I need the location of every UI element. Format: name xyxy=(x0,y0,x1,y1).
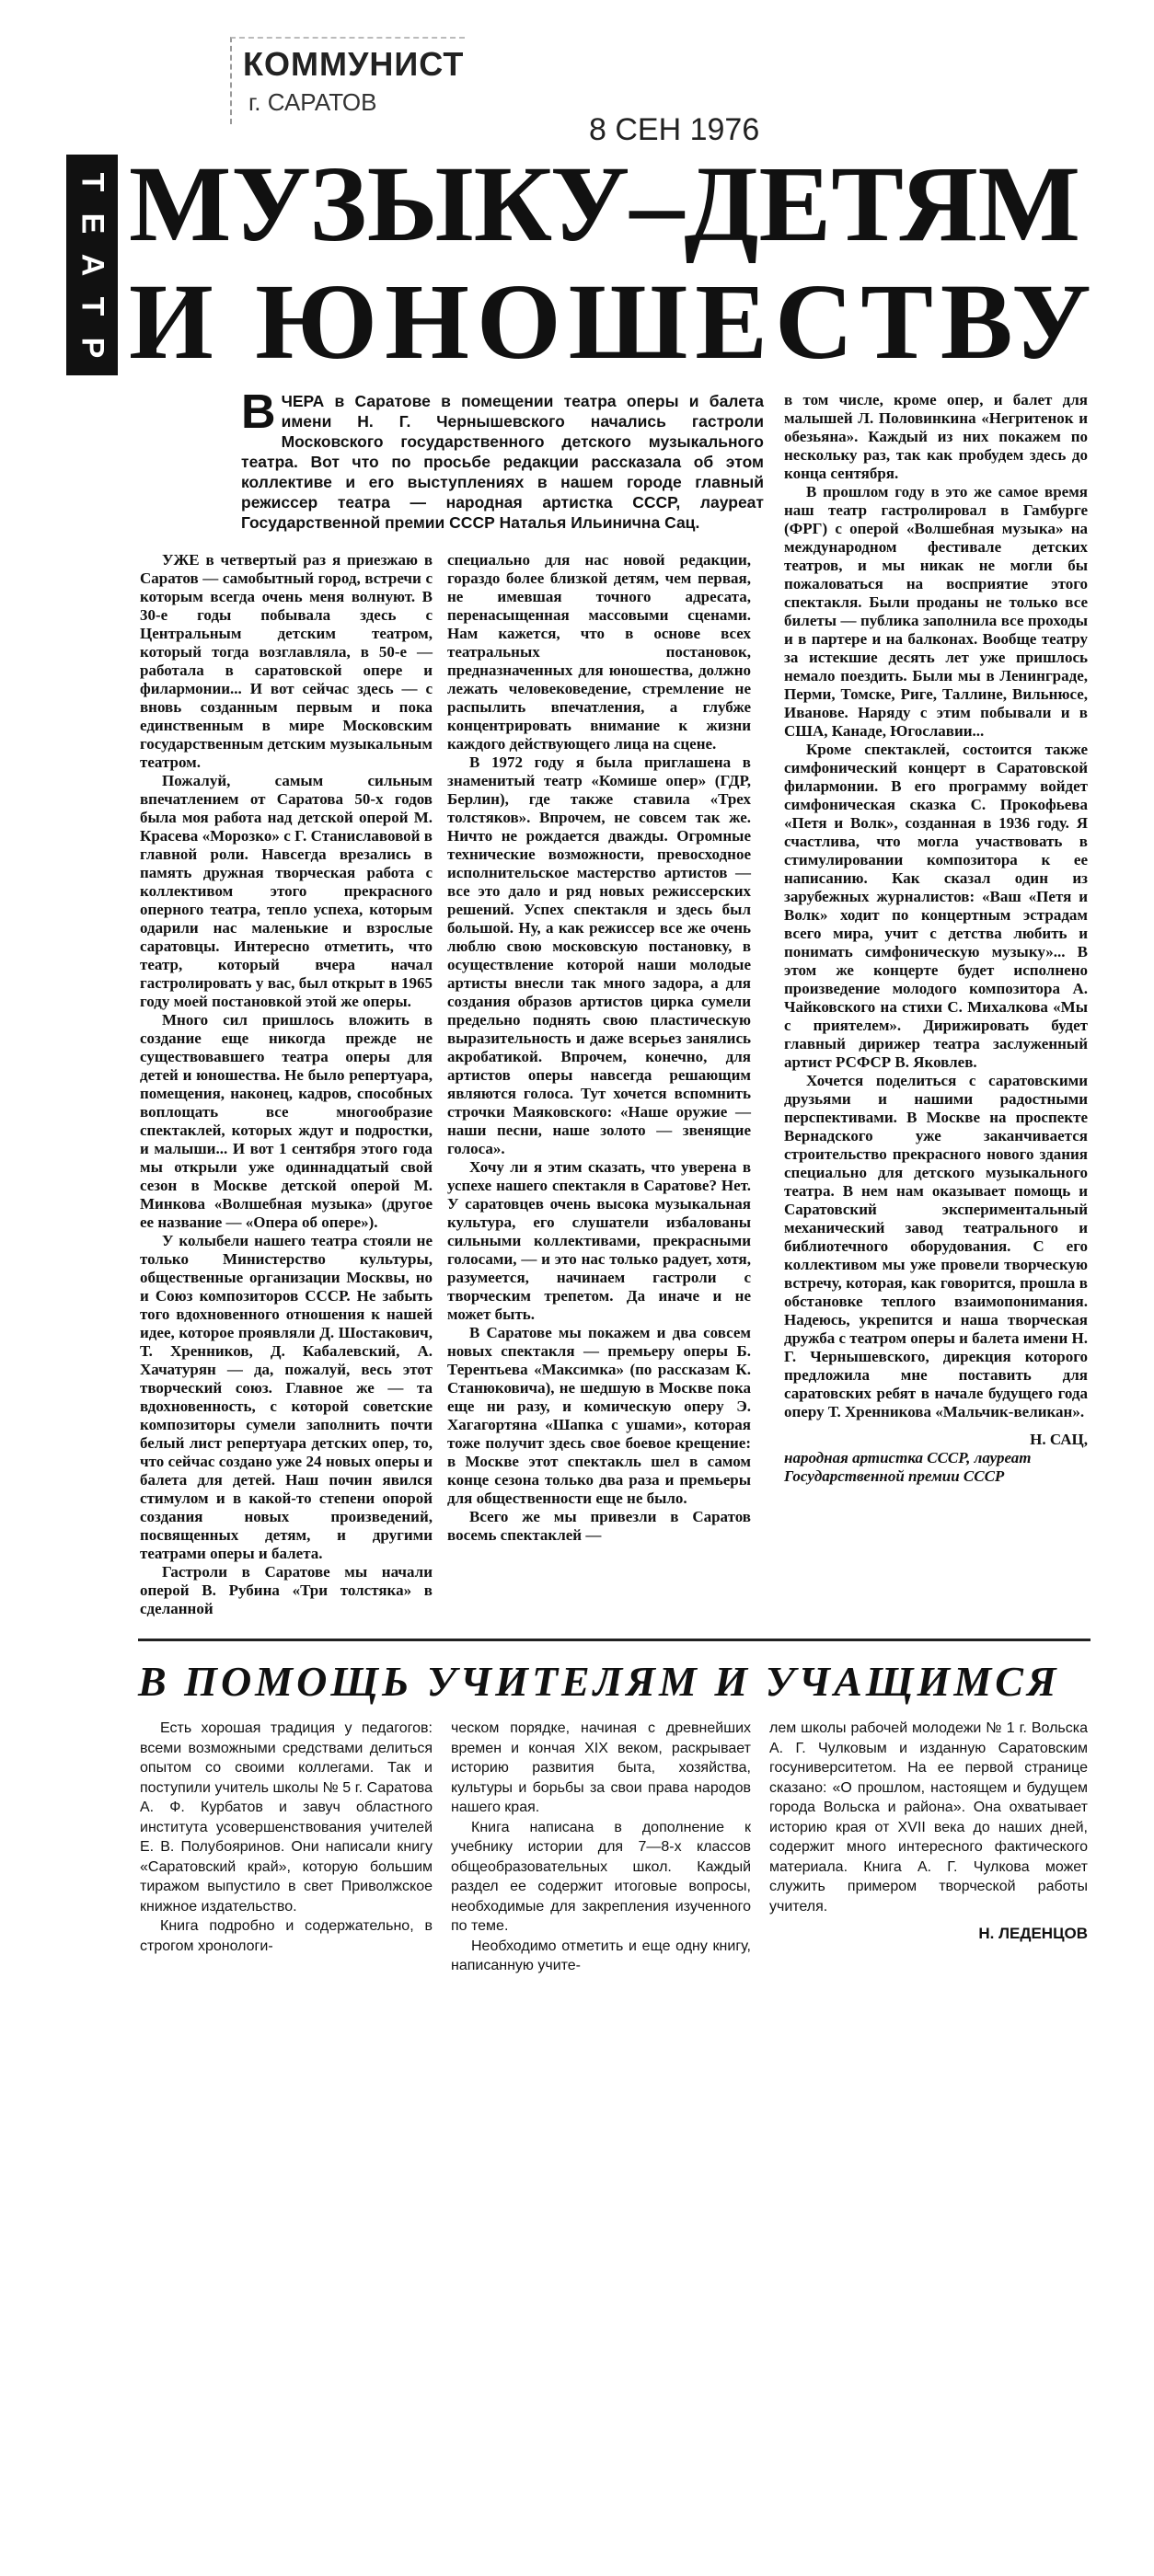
rubric-letter: А xyxy=(75,253,110,277)
paragraph: В 1972 году я была приглашена в знаменитый театр «Комише опер» (ГДР, Берлин), где также ставила «Трех толстяков». Впрочем, не совсем так же. Ничто не рождается дважды. Огромные технические возможности, превосходное исполнительское мастерство артистов — все это дало и ряд новых режиссерских решений. Успех спектакля и здесь был большой. Ну, а как режиссер все же очень люблю свою московскую постановку, в осуществление которой наши молодые артисты внесли так много задора, а для создания образов артистов цирка сумели предельно поднять свою пластическую выразительность и даже всерьез занялись акробатикой. Впрочем, конечно, для артистов оперы навсегда решающим являются голоса. Тут хочется вспомнить строчки Маяковского: «Наше оружие — наши песни, наше золото — звенящие голоса». xyxy=(447,753,751,1157)
newspaper-stamp xyxy=(230,37,465,124)
second-article-column-1 xyxy=(140,1719,433,1976)
page-header xyxy=(0,0,1154,391)
rubric-theatre-label xyxy=(66,155,118,375)
paragraph: в том числе, кроме опер, и балет для малышей Л. Половинкина «Негритенок и обезьяна». Каждый из них покажем по нескольку раз, так как пробудем здесь до конца сентября. xyxy=(784,391,1088,482)
paragraph: Необходимо отметить и еще одну книгу, написанную учите- xyxy=(451,1938,751,1973)
paragraph: УЖЕ в четвертый раз я приезжаю в Саратов — самобытный город, встречи с которым всегда очень меня волнуют. В 30-е годы побывала здесь с Центральным детским театром, который тогда возглавляла, в 50-е — работала в саратовской опере и филармонии... И вот сейчас здесь — с вновь созданным первым и пока единственным в мире Московским государственным детским музыкальным театром. xyxy=(140,551,433,771)
paragraph: Книга подробно и содержательно, в строгом хронологи- xyxy=(140,1918,433,1954)
paragraph: У колыбели нашего театра стояли не только Министерство культуры, общественные организации Москвы, но и Союз композиторов СССР. Не забыть того вдохновенного отношения к нашей идее, которое проявляли Д. Шостакович, Т. Хренников, Д. Кабалевский, А. Хачатурян — да, пожалуй, весь этот творческий союз. Главное же — та вдохновенность, с которой советские композиторы сумели заполнить почти белый лист репертуара детских опер, то, что сейчас создано уже 24 новых оперы и балета для детей. Наш почин явился стимулом и в какой-то степени опорой создания новых произведений, посвященных детям, и другими театрами оперы и балета. xyxy=(140,1232,433,1562)
paragraph: специально для нас новой редакции, гораздо более близкой детям, чем первая, не имевшая точного адресата, перенасыщенная массовыми сценами. Нам кажется, что в основе всех театральных постановок, предназначенных для юношества, должно лежать человековедение, стремление не распылить впечатления, а глубже концентрировать внимание к жизни каждого действующего лица на сцене. xyxy=(447,551,751,753)
rubric-letter: Т xyxy=(75,173,110,192)
paragraph: В прошлом году в это же самое время наш театр гастролировал в Гамбурге (ФРГ) с оперой «Волшебная музыка» на международном фестивале детских театров, и мы никак не могли бы пожаловаться на восприятие этого спектакля. Были проданы не только все билеты — публика заполнила все проходы и в партере и на балконах. Вообще театру за истекшие десять лет уже пришлось немало поездить. Были мы в Ленинграде, Перми, Томске, Риге, Таллине, Вильнюсе, Иванове. Наряду с этим побывали и в США, Канаде, Югославии... xyxy=(784,483,1088,740)
paragraph: Гастроли в Саратове мы начали оперой В. Рубина «Три толстяка» в сделанной xyxy=(140,1563,433,1617)
article-signature xyxy=(784,1431,1088,1486)
author-name: Н. САЦ, xyxy=(1030,1431,1088,1448)
paragraph: ческом порядке, начиная с древнейших времен и кончая XIX веком, раскрывает историю развития быта, хозяйства, культуры и борьбы за свои права народов нашего края. xyxy=(451,1720,751,1815)
paragraph: Есть хорошая традиция у педагогов: всеми возможными средствами делиться опытом со своими коллегами. Так и поступили учитель школы № 5 г. Саратова А. Ф. Курбатов и завуч областного института усовершенствования учителей Е. В. Полубояринов. Они написали книгу «Саратовский край», которую большим тиражом выпустило в свет Приволжское книжное издательство. xyxy=(140,1720,433,1915)
author-title: народная артистка СССР, лауреат Государственной премии СССР xyxy=(784,1449,1032,1485)
second-article-signature: Н. ЛЕДЕНЦОВ xyxy=(978,1925,1088,1942)
second-article-heading: В ПОМОЩЬ УЧИТЕЛЯМ И УЧАЩИМСЯ xyxy=(138,1658,1060,1705)
article-lead xyxy=(241,385,764,533)
paragraph: Хочу ли я этим сказать, что уверена в успехе нашего спектакля в Саратове? Нет. У саратовцев очень высока музыкальная культура, его слушатели избалованы сильными коллективами, прекрасными голосами, — и это нас только радует, хотя, разумеется, начинаем гастроли с творческим трепетом. Да иначе и не может быть. xyxy=(447,1158,751,1323)
lead-text: ЧЕРА в Саратове в помещении театра оперы и балета имени Н. Г. Чернышевского начались гастроли Московского государственного детского музыкального театра. Вот что по просьбе редакции рассказала об этом коллективе и его выступлениях в нашем городе главный режиссер театра — народная артистка СССР, лауреат Государственной премии СССР Наталья Ильинична Сац. xyxy=(241,392,764,532)
article-right-area xyxy=(784,391,1088,1486)
article-column-3 xyxy=(784,391,1088,1421)
newspaper-name: КОММУНИСТ xyxy=(243,45,465,83)
paragraph: Книга написана в дополнение к учебнику истории для 7—8-х классов общеобразовательных школ. Каждый раздел ее содержит итоговые вопросы, необходимые для закрепления изученного по теме. xyxy=(451,1819,751,1934)
paragraph: В Саратове мы покажем и два совсем новых спектакля — премьеру оперы Б. Терентьева «Максимка» (по рассказам К. Станюковича), не шедшую в Москве пока еще ни разу, и комическую оперу Э. Хагагортяна «Шапка с ушами», которая тоже получит здесь свое боевое крещение: в Москве этот спектакль шел в самом конце сезона только два раза и премьеры для общественности еще не было. xyxy=(447,1324,751,1507)
paragraph: Пожалуй, самым сильным впечатлением от Саратова 50-х годов была моя работа над детской оперой М. Красева «Морозко» с Г. Станиславовой в главной роли. Навсегда врезались в память дружная творческая работа с коллективом этого прекрасного оперного театра, тепло успеха, которым одарили нас маленькие и взрослые саратовцы. Интересно отметить, что театр, который вчера начал гастролировать у вас, был открыт в 1965 году моей постановкой этой же оперы. xyxy=(140,772,433,1010)
paragraph: Много сил пришлось вложить в создание еще никогда прежде не существовавшего театра оперы для детей и юношества. Не было репертуара, помещения, наконец, кадров, способных воплощать все многообразие спектаклей, которых ждут и подростки, и малыши... И вот 1 сентября этого года мы открыли уже одиннадцатый свой сезон в Москве детской оперой М. Минкова «Волшебная музыка» (другое ее название — «Опера об опере»). xyxy=(140,1011,433,1231)
rubric-letter: Т xyxy=(75,296,110,316)
second-article-body xyxy=(140,1719,1088,1976)
newspaper-city: г. САРАТОВ xyxy=(248,88,377,116)
second-article-column-2 xyxy=(451,1719,751,1976)
date-stamp: 8 СЕН 1976 xyxy=(589,112,760,147)
section-divider xyxy=(138,1639,1091,1641)
paragraph: Всего же мы привезли в Саратов восемь спектаклей — xyxy=(447,1508,751,1544)
paragraph: лем школы рабочей молодежи № 1 г. Вольска А. Г. Чулковым и изданную Саратовским госуниверситетом. На ее первой странице сказано: «О прошлом, настоящем и будущем города Вольска и района». Она охватывает историю края от XVII века до наших дней, содержит много интересного фактического материала. Книга А. Г. Чулкова может служить примером творческой работы учителя. xyxy=(769,1720,1088,1915)
headline-line-1: МУЗЫКУ–ДЕТЯМ xyxy=(129,144,1081,264)
headline-line-2: И ЮНОШЕСТВУ xyxy=(129,261,1099,382)
article-column-1 xyxy=(140,551,433,1618)
second-article-column-3 xyxy=(769,1719,1088,1976)
article-body-columns xyxy=(140,551,764,1618)
article-column-2 xyxy=(447,551,751,1618)
article-left-area xyxy=(140,385,764,1618)
rubric-letter: Р xyxy=(75,337,110,358)
main-article xyxy=(140,385,1088,1618)
paragraph: Кроме спектаклей, состоится также симфонический концерт в Саратовской филармонии. В его программу войдет симфоническая сказка С. Прокофьева «Петя и Волк», созданная в 1936 году. Я счастлива, что могла участвовать в стимулировании композитора к ее написанию. Как сказал один из зарубежных журналистов: «Ваш «Петя и Волк» ходит по концертным эстрадам всего мира, учит с детства любить и понимать симфоническую музыку»... В этом же концерте будет исполнено произведение молодого композитора А. Чайковского на стихи С. Михалкова «Мы с приятелем». Дирижировать будет главный дирижер театра заслуженный артист РСФСР В. Яковлев. xyxy=(784,741,1088,1071)
rubric-letter: Е xyxy=(75,213,110,235)
paragraph: Хочется поделиться с саратовскими друзьями и нашими радостными перспективами. В Москве на проспекте Вернадского уже заканчивается строительство прекрасного нового здания специально для детского музыкального театра. В нем нам оказывает помощь и Саратовский экспериментальный механический завод театрального и библиотечного оборудования. С его коллективом мы уже провели творческую встречу, которая, как говорится, прошла в обстановке теплого взаимопонимания. Надеюсь, укрепится и наша творческая дружба с театром оперы и балета имени Н. Г. Чернышевского, дирекция которого предложила мне поставить для саратовских ребят в начале будущего года оперу Т. Хренникова «Мальчик-великан». xyxy=(784,1072,1088,1420)
drop-cap: В xyxy=(241,385,276,439)
